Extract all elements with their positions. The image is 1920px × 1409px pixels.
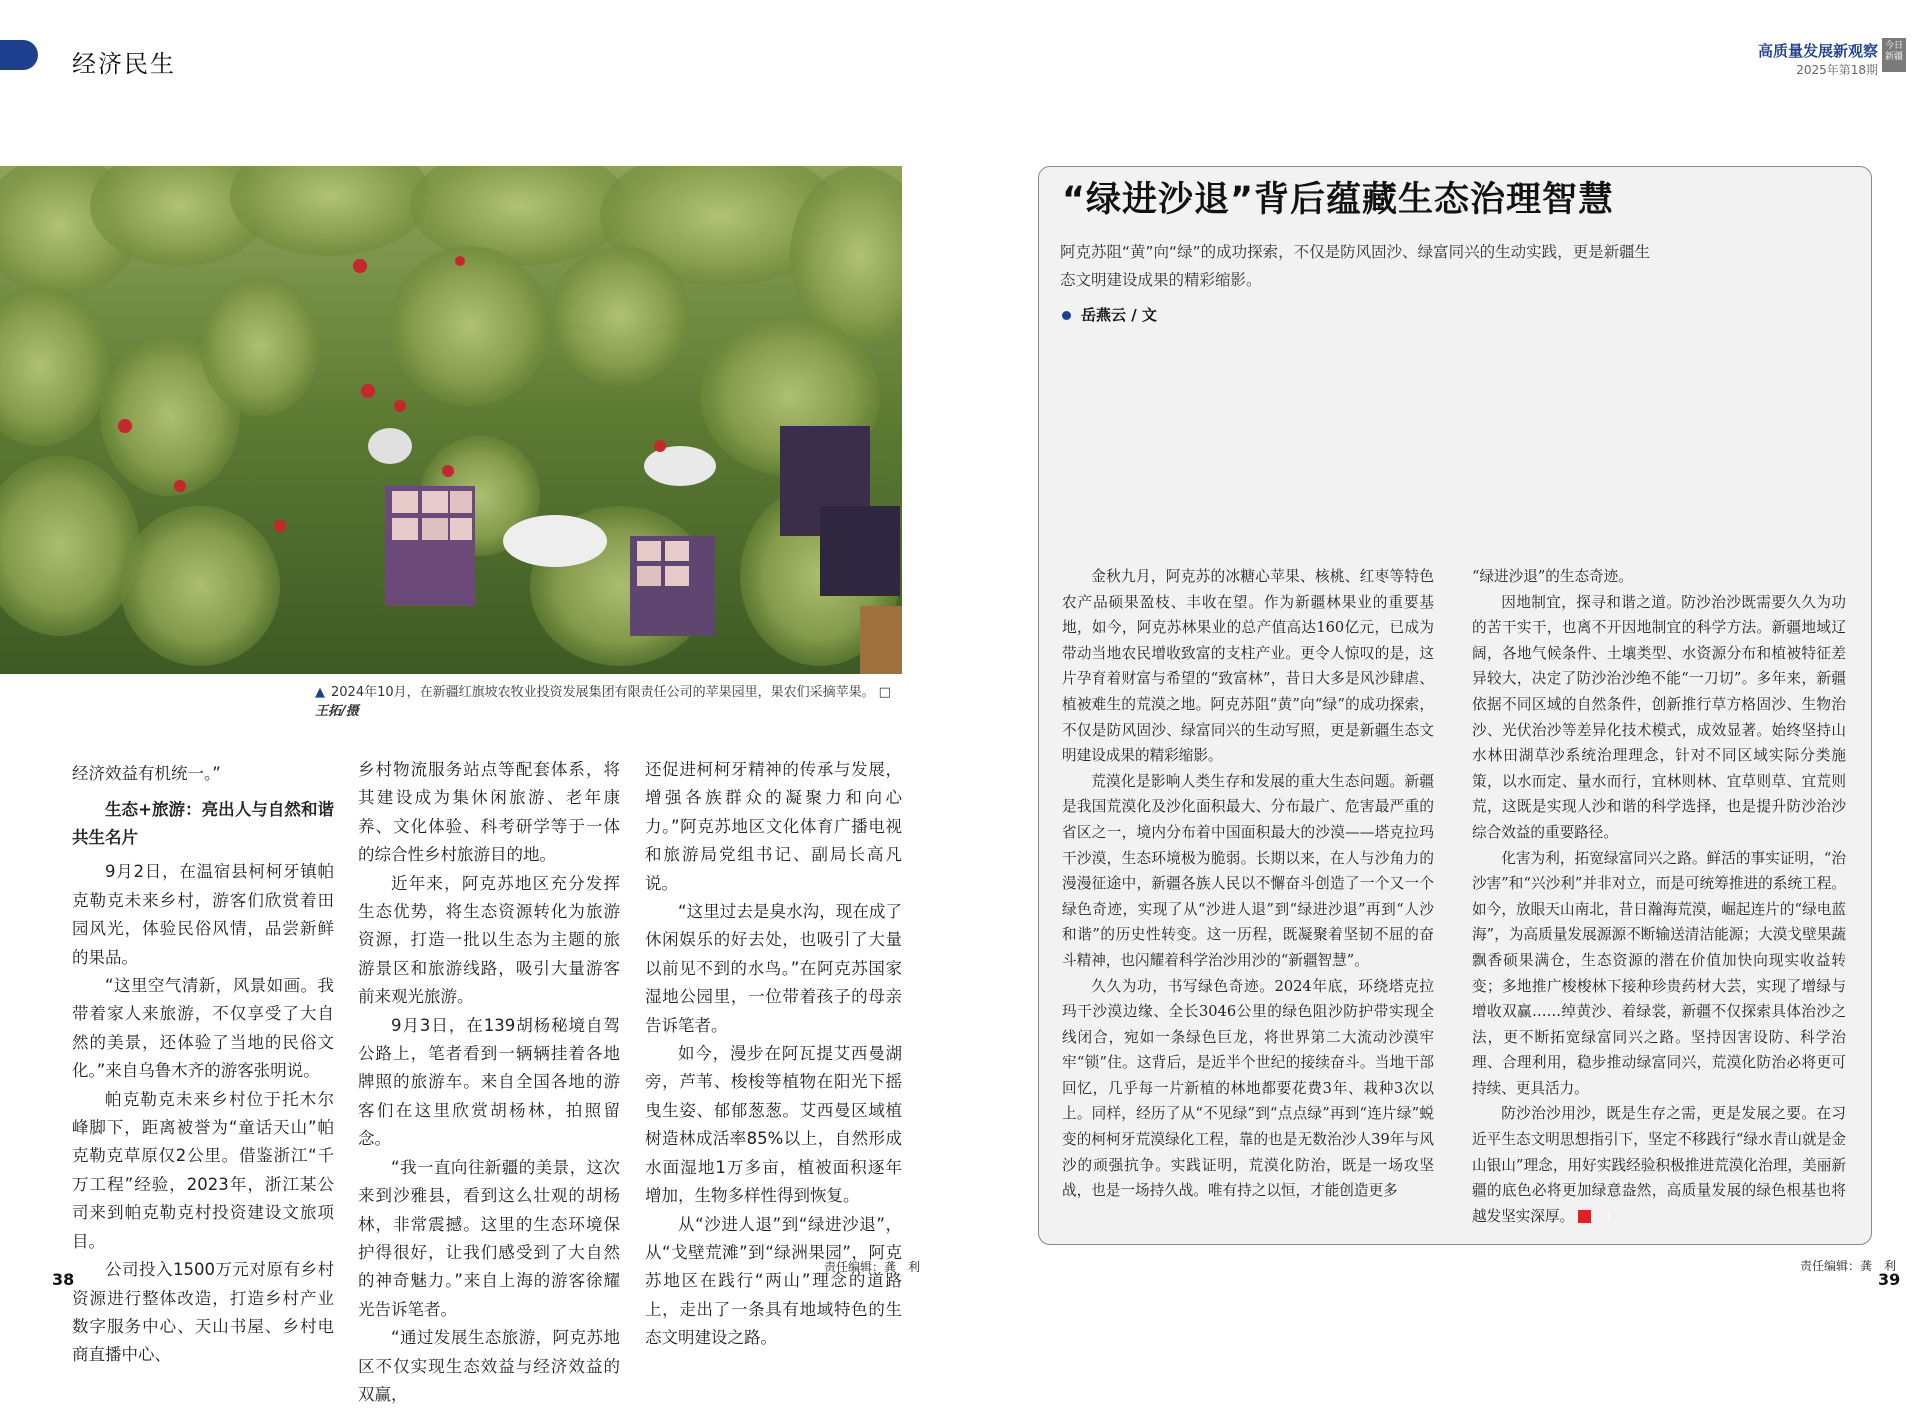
paragraph: 化害为利，拓宽绿富同兴之路。鲜活的事实证明，“治沙害”和“兴沙利”并非对立，而是可统筹推进的系统工程。如今，放眼天山南北，昔日瀚海荒漠，崛起连片的“绿电蓝海”，为高质量发展源源不断输送清洁能源；大漠戈壁果蔬飘香硕果满仓，生态资源的潜在价值加快向现实收益转变；多地推广梭梭林下接种珍贵药材大芸，实现了增绿与增收双赢……绰黄沙、着绿裳，新疆不仅探索具体治沙之法，更不断拓宽绿富同兴之路。坚持因害设防、科学治理、合理利用，稳步推动绿富同兴，荒漠化防治必将更可持续、更具活力。 [1472,849,1846,1097]
paragraph: “这里空气清新，风景如画。我带着家人来旅游，不仅享受了大自然的美景，还体验了当地的民俗文化。”来自乌鲁木齐的游客张明说。 [72,976,334,1081]
end-mark-icon: J [1578,1210,1591,1223]
issue-label: 2025年第18期 [1796,63,1878,77]
paragraph: “绿进沙退”的生态奇迹。 [1472,568,1633,585]
photo-caption [315,681,903,719]
orchard-photo [0,166,902,674]
section-title: 经济民生 [72,50,176,78]
paragraph: 还促进柯柯牙精神的传承与发展，增强各族群众的凝聚力和向心力。”阿克苏地区文化体育广播电视和旅游局党组书记、副局长高凡说。 [645,760,902,893]
caption-text: 2024年10月，在新疆红旗坡农牧业投资发展集团有限责任公司的苹果园里，果农们采摘苹果。 [331,685,875,700]
article-lead: 阿克苏阻“黄”向“绿”的成功探索，不仅是防风固沙、绿富同兴的生动实践，更是新疆生态文明建设成果的精彩缩影。 [1060,243,1651,289]
paragraph: 公司投入1500万元对原有乡村资源进行整体改造，打造乡村产业数字服务中心、天山书屋、乡村电商直播中心、 [72,1260,334,1365]
paragraph [1472,1101,1846,1229]
right-column-2 [1472,564,1846,1229]
triangle-icon: ▲ [315,685,325,700]
editor-credit-right: 责任编辑：龚 利 [1800,1259,1897,1273]
subheading: 生态+旅游：亮出人与自然和谐共生名片 [72,800,334,848]
paragraph-text: 防沙治沙用沙，既是生存之需，更是发展之要。在习近平生态文明思想指引下，坚定不移践行“绿水青山就是金山银山”理念，用好实践经验积极推进荒漠化治理，美丽新疆的底色必将更加绿意盎然，高质量发展的绿色根基也将越发坚实深厚。 [1472,1105,1846,1225]
paragraph: “通过发展生态旅游，阿克苏地区不仅实现生态效益与经济效益的双赢， [358,1328,620,1404]
series-title: 高质量发展新观察 [1757,42,1878,60]
paragraph: 因地制宜，探寻和谐之道。防沙治沙既需要久久为功的苦干实干，也离不开因地制宜的科学方法。新疆地域辽阔，各地气候条件、土壤类型、水资源分布和植被特征差异较大，决定了防沙治沙绝不能“一刀切”。多年来，新疆依据不同区域的自然条件，创新推行草方格固沙、生物治沙、光伏治沙等差异化技术模式，成效显著。始终坚持山水林田湖草沙系统治理理念，针对不同区域实际分类施策，以水而定、量水而行，宜林则林、宜草则草、宜荒则荒，这既是实现人沙和谐的科学选择，也是提升防沙治沙综合效益的重要路径。 [1472,593,1846,841]
paragraph: “我一直向往新疆的美景，这次来到沙雅县，看到这么壮观的胡杨林，非常震撼。这里的生态环境保护得很好，让我们感受到了大自然的神奇魅力。”来自上海的游客徐耀光告诉笔者。 [358,1157,620,1319]
paragraph: 荒漠化是影响人类生存和发展的重大生态问题。新疆是我国荒漠化及沙化面积最大、分布最广、危害最严重的省区之一，境内分布着中国面积最大的沙漠——塔克拉玛干沙漠，生态环境极为脆弱。长期以来，在人与沙角力的漫漫征途中，新疆各族人民以不懈奋斗创造了一个又一个绿色奇迹，实现了从“沙进人退”到“绿进沙退”再到“人沙和谐”的历史性转变。这一历程，既凝聚着坚韧不屈的奋斗精神，也闪耀着科学治沙用沙的“新疆智慧”。 [1062,772,1434,969]
paragraph: 金秋九月，阿克苏的冰糖心苹果、核桃、红枣等特色农产品硕果盈枝、丰收在望。作为新疆林果业的重要基地，如今，阿克苏林果业的总产值高达160亿元，已成为带动当地农民增收致富的支柱产业。更令人惊叹的是，这片孕育着财富与希望的“致富林”，昔日大多是风沙肆虐、植被难生的荒漠之地。阿克苏阻“黄”向“绿”的成功探索，不仅是防风固沙、绿富同兴的生动写照，更是新疆生态文明建设成果的精彩缩影。 [1062,568,1434,765]
byline-text: 岳燕云 / 文 [1081,306,1157,324]
magazine-badge: 今日新疆 [1882,38,1906,72]
left-column-2 [358,756,620,1409]
paragraph: 9月3日，在139胡杨秘境自驾公路上，笔者看到一辆辆挂着各地牌照的旅游车。来自全国各地的游客们在这里欣赏胡杨林，拍照留念。 [358,1015,620,1149]
page-number-left: 38 [52,1270,75,1289]
byline [1062,304,1157,325]
paragraph: 帕克勒克未来乡村位于托木尔峰脚下，距离被誉为“童话天山”帕克勒克草原仅2公里。借鉴浙江“千万工程”经验，2023年，浙江某公司来到帕克勒克村投资建设文旅项目。 [72,1089,334,1251]
editor-credit-left: 责任编辑：龚 利 [824,1260,921,1274]
paragraph: 经济效益有机统一。” [72,764,221,783]
paragraph: 9月2日，在温宿县柯柯牙镇帕克勒克未来乡村，游客们欣赏着田园风光，体验民俗风情，品尝新鲜的果品。 [72,862,334,967]
photo-credit: □王拓/摄 [315,685,891,719]
paragraph: 久久为功，书写绿色奇迹。2024年底，环绕塔克拉玛干沙漠边缘、全长3046公里的绿色阻沙防护带实现全线闭合，宛如一条绿色巨龙，将世界第二大流动沙漠牢牢“锁”住。这背后，是近半个世纪的接续奋斗。当地干部回忆，几乎每一片新植的林地都要花费3年、栽种3次以上。同样，经历了从“不见绿”到“点点绿”再到“连片绿”蜕变的柯柯牙荒漠绿化工程，靠的也是无数治沙人39年与风沙的顽强抗争。实践证明，荒漠化防治，既是一场攻坚战，也是一场持久战。唯有持之以恒，才能创造更多 [1062,977,1434,1200]
paragraph: 从“沙进人退”到“绿进沙退”，从“戈壁荒滩”到“绿洲果园”，阿克苏地区在践行“两山”理念的道路上，走出了一条具有地域特色的生态文明建设之路。 [645,1214,902,1348]
paragraph: 如今，漫步在阿瓦提艾西曼湖旁，芦苇、梭梭等植物在阳光下摇曳生姿、郁郁葱葱。艾西曼区域植树造林成活率85%以上，自然形成水面湿地1万多亩，植被面积逐年增加，生物多样性得到恢复。 [645,1044,902,1206]
paragraph: “这里过去是臭水沟，现在成了休闲娱乐的好去处，也吸引了大量以前见不到的水鸟。”在阿克苏国家湿地公园里，一位带着孩子的母亲告诉笔者。 [645,902,902,1035]
masthead [1758,40,1878,78]
section-tab-marker [0,40,38,70]
article-headline: “绿进沙退”背后蕴藏生态治理智慧 [1062,180,1615,220]
bullet-dot-icon [1062,311,1071,320]
left-column-1 [72,760,334,1370]
page-number-right: 39 [1878,1270,1901,1289]
right-column-1 [1062,564,1434,1204]
paragraph: 近年来，阿克苏地区充分发挥生态优势，将生态资源转化为旅游资源，打造一批以生态为主题的旅游景区和旅游线路，吸引大量游客前来观光旅游。 [358,873,620,1007]
paragraph: 乡村物流服务站点等配套体系，将其建设成为集休闲旅游、老年康养、文化体验、科考研学等于一体的综合性乡村旅游目的地。 [358,760,620,865]
